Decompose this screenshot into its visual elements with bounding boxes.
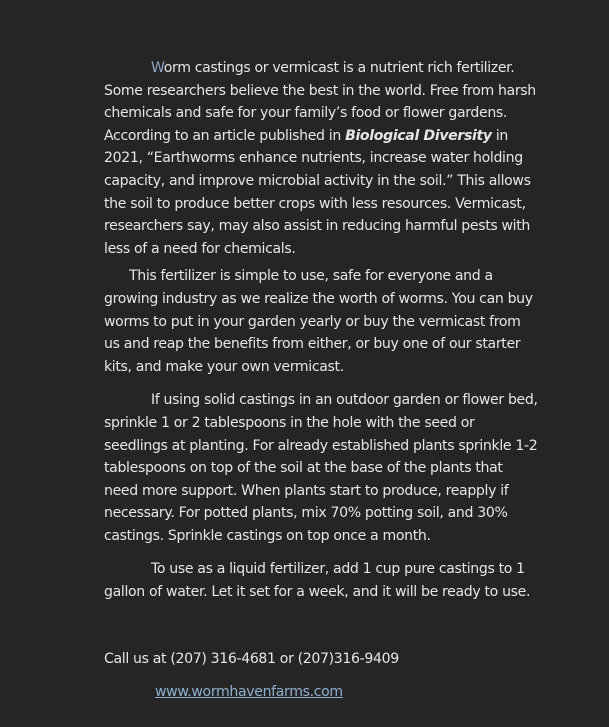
paragraph-fertilizer-use: This fertilizer is simple to use, safe for everyone and a growing industry as we realize the worth of worms. You can buy worms to put in your garden yearly or buy the vermicast from us and reap the benefits from either, or buy one of our starter kits, and make your own vermicast. — [104, 268, 533, 375]
intro-text-end: in 2021, “Earthworms enhance nutrients, increase water holding capacity, and improve microbial activity in the soil.” This allows the soil to produce better crops with less resources. Vermicast, researchers say, may also assist in reducing harmful pests with less of a need for chemicals. — [104, 127, 531, 257]
journal-title: Biological Diversity — [345, 127, 492, 144]
intro-text-start: orm castings or vermicast is a nutrient rich fertilizer. Some researchers believe the best in the world. Free from harsh chemicals and safe for your family’s food or flower gardens. According to an article published in — [104, 60, 536, 144]
paragraph-liquid-fertilizer: To use as a liquid fertilizer, add 1 cup pure castings to 1 gallon of water. Let it set for a week, and it will be ready to use. — [104, 561, 531, 601]
contact-phone-line: Call us at (207) 316-4681 or (207)316-9409 — [104, 651, 399, 667]
drop-letter: W — [151, 60, 164, 76]
paragraph-solid-castings: If using solid castings in an outdoor garden or flower bed, sprinkle 1 or 2 tablespoons in the hole with the seed or seedlings at planting. For already established plants sprinkle 1-2 tablespoons on top of the soil at the base of the plants that need more support. When plants start to produce, reapply if necessary. For potted plants, mix 70% potting soil, and 30% castings. Sprinkle castings on top once a month. — [104, 392, 538, 544]
website-link[interactable]: www.wormhavenfarms.com — [155, 684, 343, 700]
paragraph-vermicast-intro — [104, 57, 540, 260]
article-body — [104, 57, 540, 604]
